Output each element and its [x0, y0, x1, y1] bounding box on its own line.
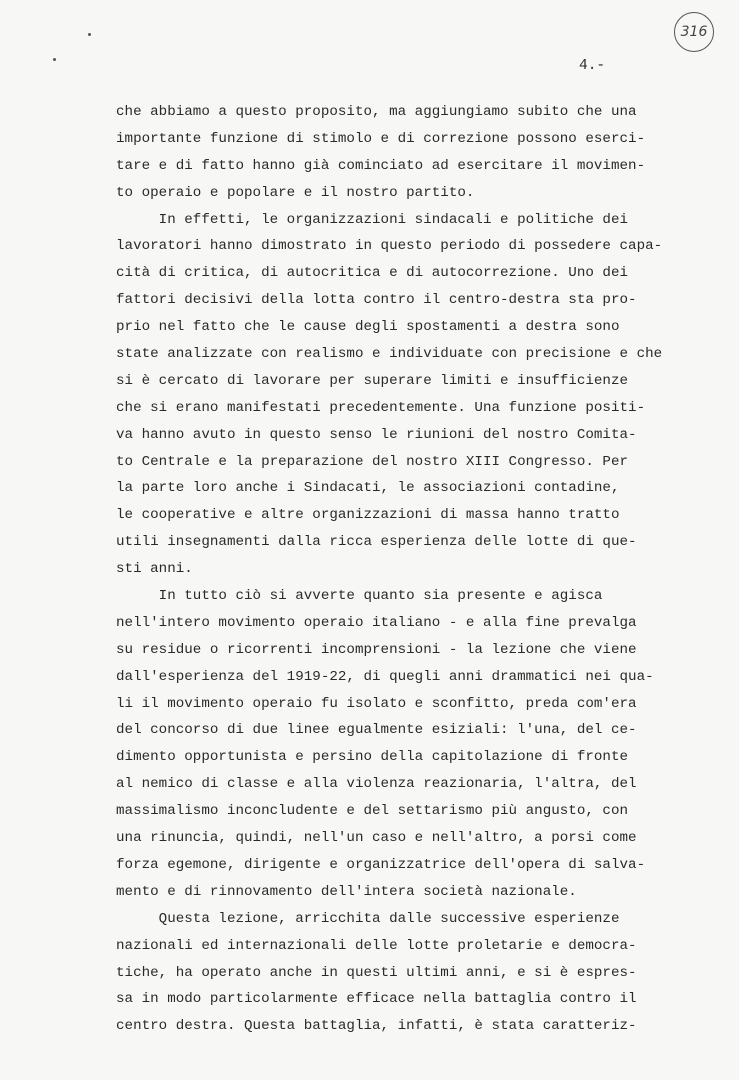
text-line: si è cercato di lavorare per superare limiti e insufficienze: [116, 372, 629, 389]
text-line: massimalismo inconcludente e del settarismo più angusto, con: [116, 803, 629, 820]
text-line: centro destra. Questa battaglia, infatti, è stata caratteriz-: [116, 1018, 637, 1035]
text-line: che si erano manifestati precedentemente. Una funzione positi-: [116, 399, 646, 416]
archive-stamp: 316: [674, 12, 714, 52]
text-line: nell'intero movimento operaio italiano - e alla fine prevalga: [116, 614, 637, 631]
text-line: cità di critica, di autocritica e di autocorrezione. Uno dei: [116, 265, 629, 282]
speck-mark: [53, 58, 56, 61]
text-line: In tutto ciò si avverte quanto sia presente e agisca: [116, 588, 603, 605]
page-number: 4.-: [579, 58, 606, 74]
text-line: dimento opportunista e persino della capitolazione di fronte: [116, 749, 629, 766]
text-line: prio nel fatto che le cause degli spostamenti a destra sono: [116, 319, 620, 336]
text-line: importante funzione di stimolo e di correzione possono eserci-: [116, 130, 646, 147]
text-line: state analizzate con realismo e individuate con precisione e che: [116, 346, 663, 363]
text-line: una rinuncia, quindi, nell'un caso e nell'altro, a porsi come: [116, 830, 637, 847]
text-line: Questa lezione, arricchita dalle successive esperienze: [116, 910, 620, 927]
text-line: del concorso di due linee egualmente esiziali: l'una, del ce-: [116, 722, 637, 739]
text-line: In effetti, le organizzazioni sindacali e politiche dei: [116, 211, 629, 228]
text-line: to Centrale e la preparazione del nostro XIII Congresso. Per: [116, 453, 629, 470]
text-line: li il movimento operaio fu isolato e sconfitto, preda com'era: [116, 695, 637, 712]
text-line: utili insegnamenti dalla ricca esperienza delle lotte di que-: [116, 534, 637, 551]
text-line: al nemico di classe e alla violenza reazionaria, l'altra, del: [116, 776, 637, 793]
body-text: [116, 99, 676, 1040]
text-line: le cooperative e altre organizzazioni di massa hanno tratto: [116, 507, 620, 524]
text-line: to operaio e popolare e il nostro partito.: [116, 184, 475, 201]
text-line: fattori decisivi della lotta contro il centro-destra sta pro-: [116, 292, 637, 309]
text-line: sti anni.: [116, 561, 193, 578]
speck-mark: [88, 33, 91, 36]
text-line: mento e di rinnovamento dell'intera società nazionale.: [116, 883, 577, 900]
text-line: la parte loro anche i Sindacati, le associazioni contadine,: [116, 480, 620, 497]
text-line: lavoratori hanno dimostrato in questo periodo di possedere capa-: [116, 238, 663, 255]
text-line: nazionali ed internazionali delle lotte proletarie e democra-: [116, 937, 637, 954]
text-line: su residue o ricorrenti incomprensioni - la lezione che viene: [116, 641, 637, 658]
text-line: che abbiamo a questo proposito, ma aggiungiamo subito che una: [116, 104, 637, 120]
text-line: forza egemone, dirigente e organizzatrice dell'opera di salva-: [116, 856, 646, 873]
text-line: tare e di fatto hanno già cominciato ad esercitare il movimen-: [116, 157, 646, 174]
text-line: va hanno avuto in questo senso le riunioni del nostro Comita-: [116, 426, 637, 443]
text-line: dall'esperienza del 1919-22, di quegli anni drammatici nei qua-: [116, 668, 654, 685]
text-line: tiche, ha operato anche in questi ultimi anni, e si è espres-: [116, 964, 637, 981]
text-line: sa in modo particolarmente efficace nella battaglia contro il: [116, 991, 637, 1008]
